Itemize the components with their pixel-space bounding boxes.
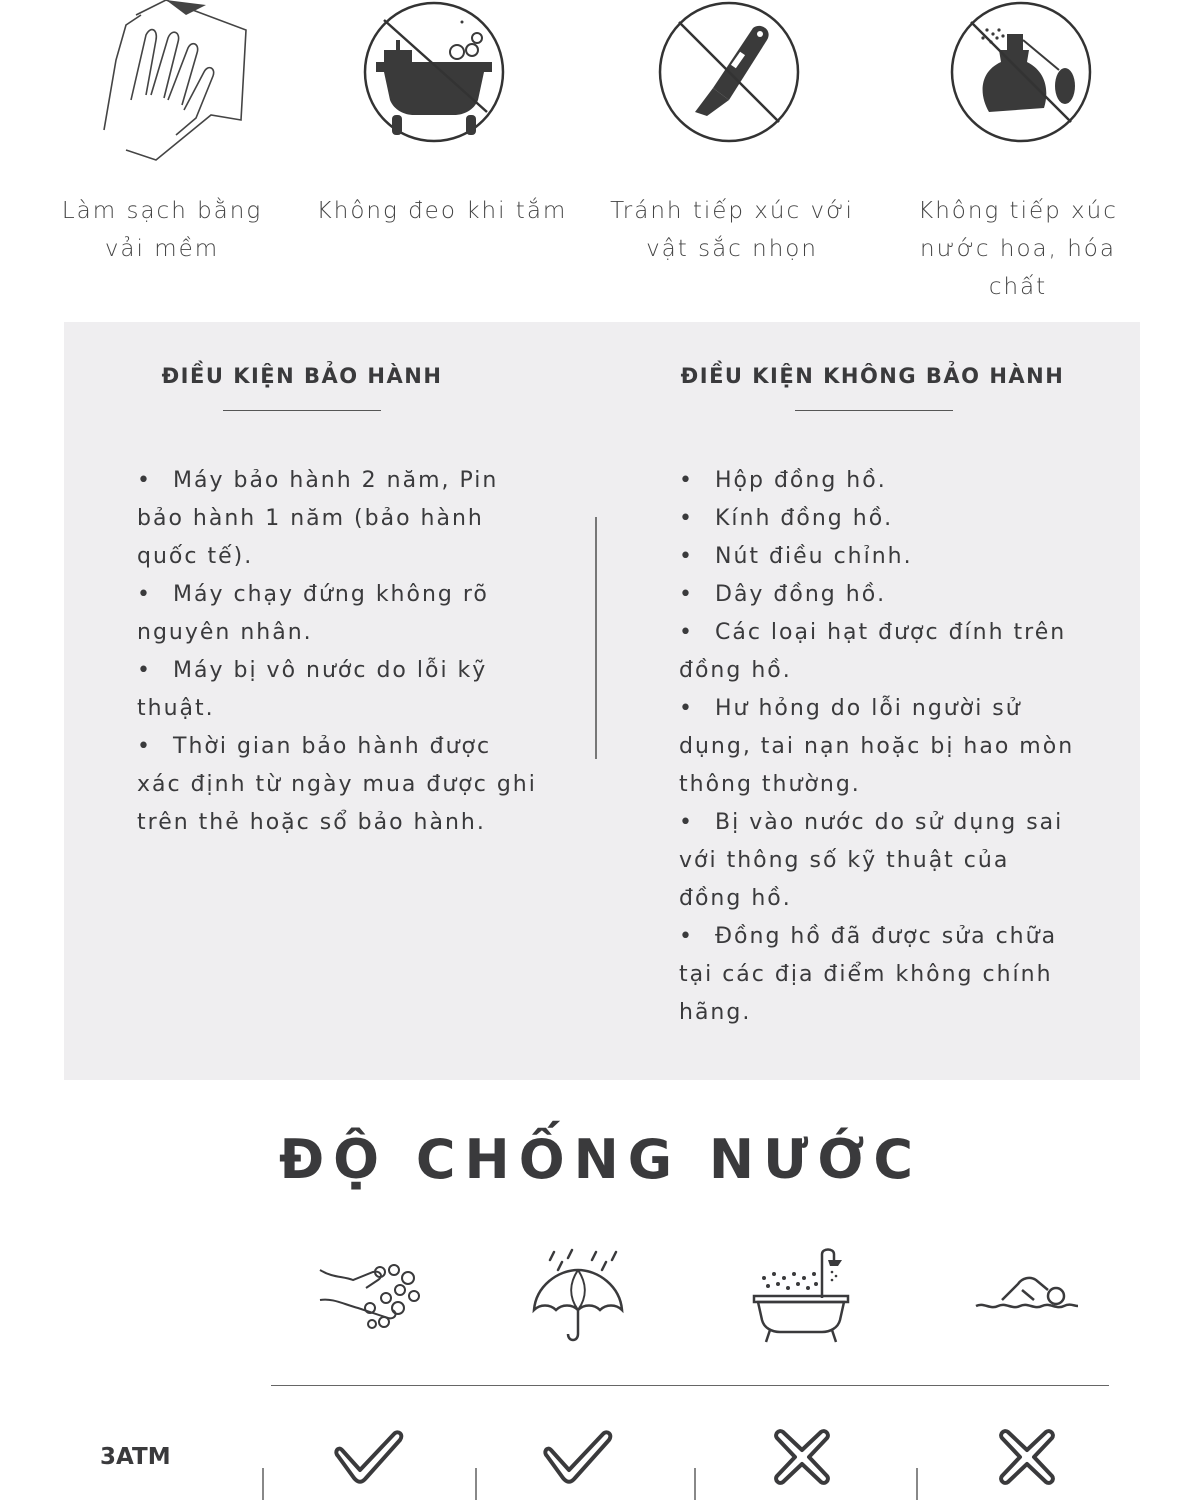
warranty-covered-rule <box>223 410 381 411</box>
cross-mark-icon <box>998 1428 1056 1486</box>
water-resistance-rule <box>271 1385 1109 1386</box>
soft-cloth-wipe-icon <box>96 0 256 165</box>
care-label-no-bath: Không đeo khi tắm <box>316 198 568 224</box>
list-item: • Máy bị vô nước do lỗi kỹ thuật. <box>137 658 488 721</box>
warranty-not-covered-title: ĐIỀU KIỆN KHÔNG BẢO HÀNH <box>680 364 1065 388</box>
list-item: • Bị vào nước do sử dụng sai với thông số kỹ thuật của đồng hồ. <box>679 810 1064 911</box>
hand-washing-icon <box>318 1258 423 1333</box>
list-item: • Kính đồng hồ. <box>679 506 894 531</box>
column-divider <box>595 517 597 759</box>
list-item: • Các loại hạt được đính trên đồng hồ. <box>679 620 1067 683</box>
warranty-covered-title: ĐIỀU KIỆN BẢO HÀNH <box>161 364 443 388</box>
list-item: • Thời gian bảo hành được xác định từ ngày mua được ghi trên thẻ hoặc sổ bảo hành. <box>137 734 537 835</box>
warranty-not-covered-rule <box>795 410 953 411</box>
no-bath-icon <box>362 0 506 144</box>
swimming-icon <box>972 1272 1082 1317</box>
column-tick <box>694 1468 696 1500</box>
column-tick <box>262 1468 264 1500</box>
check-mark-icon <box>332 1428 406 1486</box>
rain-umbrella-icon <box>530 1248 625 1343</box>
list-item: • Hộp đồng hồ. <box>679 468 887 493</box>
care-label-soft-cloth: Làm sạch bằng vải mềm <box>61 198 263 262</box>
list-item: • Đồng hồ đã được sửa chữa tại các địa điểm không chính hãng. <box>679 924 1058 1025</box>
list-item: • Hư hỏng do lỗi người sử dụng, tai nạn hoặc bị hao mòn thông thường. <box>679 696 1075 797</box>
atm-rating-label: 3ATM <box>100 1444 171 1470</box>
warranty-covered-list <box>137 462 537 842</box>
no-sharp-objects-icon <box>657 0 801 144</box>
list-item: • Dây đồng hồ. <box>679 582 887 607</box>
list-item: • Nút điều chỉnh. <box>679 544 913 569</box>
list-item: • Máy chạy đứng không rõ nguyên nhân. <box>137 582 489 645</box>
care-label-no-perfume: Không tiếp xúc nước hoa, hóa chất <box>918 198 1118 300</box>
cross-mark-icon <box>773 1428 831 1486</box>
column-tick <box>916 1468 918 1500</box>
water-resistance-title: ĐỘ CHỐNG NƯỚC <box>278 1128 923 1191</box>
bathtub-icon <box>752 1248 850 1344</box>
column-tick <box>475 1468 477 1500</box>
care-label-no-sharp: Tránh tiếp xúc với vật sắc nhọn <box>610 198 854 262</box>
list-item: • Máy bảo hành 2 năm, Pin bảo hành 1 năm (bảo hành quốc tế). <box>137 468 499 569</box>
warranty-not-covered-list <box>679 462 1079 1032</box>
check-mark-icon <box>541 1428 615 1486</box>
no-perfume-icon <box>949 0 1093 144</box>
